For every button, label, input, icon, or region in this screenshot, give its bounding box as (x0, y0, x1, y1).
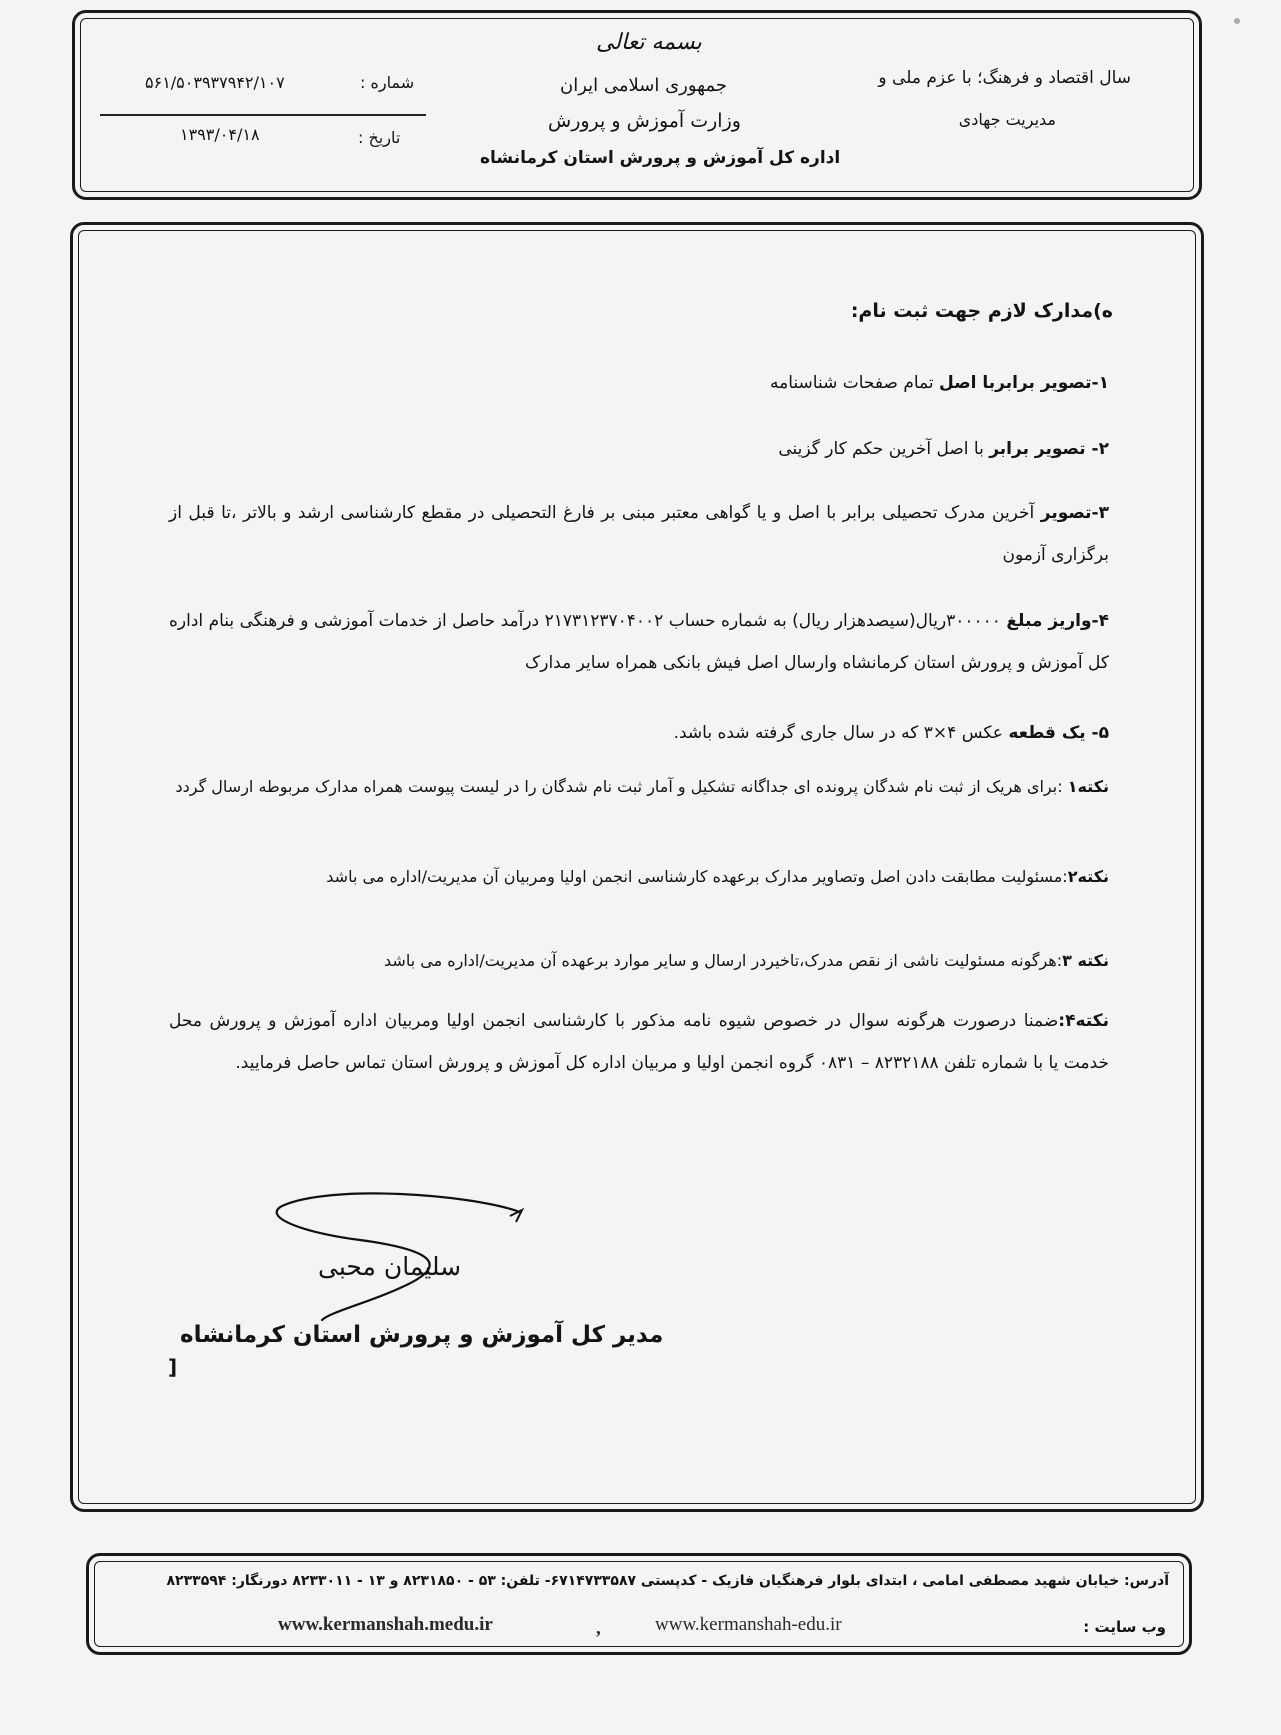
note-lead: نکته۲ (1067, 867, 1109, 886)
note-text: :برای هریک از ثبت نام شدگان پرونده ای جداگانه تشکیل و آمار ثبت نام شدگان را در لیست پیوست همراه مدارک مربوطه ارسال گردد (175, 777, 1068, 796)
item-text: با اصل آخرین حکم کار گزینی (778, 439, 990, 459)
item-lead: ۲- تصویر برابر (989, 439, 1109, 459)
date-value: ۱۳۹۳/۰۴/۱۸ (180, 125, 260, 144)
website-link-1[interactable]: www.kermanshah.medu.ir (278, 1614, 493, 1635)
item-text: تمام صفحات شناسنامه (770, 373, 940, 393)
note-item (169, 1000, 1109, 1084)
website-label: وب سایت : (1083, 1618, 1166, 1636)
list-item (149, 362, 1109, 404)
item-lead: ۴-واریز مبلغ (1006, 611, 1109, 631)
note-text: :هرگونه مسئولیت ناشی از نقص مدرک،تاخیردر ارسال و سایر موارد برعهده آن مدیریت/اداره می باشد (384, 951, 1063, 970)
website-separator: , (596, 1618, 601, 1639)
note-item (169, 770, 1109, 804)
item-lead: ۳-تصویر (1040, 503, 1109, 523)
list-item (169, 492, 1109, 576)
item-lead: ۱-تصویر برابربا اصل (939, 373, 1109, 393)
bracket-mark: ] (168, 1355, 178, 1379)
item-text: ۳۰۰۰۰۰ریال(سیصدهزار ریال) به شماره حساب ۲۱۷۳۱۲۳۷۰۴۰۰۲ درآمد حاصل از خدمات آموزشی و فرهنگی بنام اداره کل آموزش و پرورش استان کرمانشاه وارسال اصل فیش بانکی همراه سایر مدارک (169, 611, 1109, 673)
office-title: اداره کل آموزش و پرورش استان کرمانشاه (480, 148, 841, 168)
signature-title: مدیر کل آموزش و پرورش استان کرمانشاه (180, 1322, 664, 1348)
header-divider (100, 114, 426, 116)
section-heading: ه)مدارک لازم جهت ثبت نام: (850, 300, 1113, 322)
footer-address: آدرس: خیابان شهید مصطفی امامی ، ابتدای بلوار فرهنگیان فازیک - کدپستی ۶۷۱۴۷۳۳۵۸۷- تلفن: ۵۳ - ۸۲۳۱۸۵۰ و ۱۳ - ۸۲۳۳۰۱۱ دورنگار: ۸۲۳۳۵۹۴ (166, 1573, 1169, 1589)
note-item (169, 944, 1109, 978)
website-link-2[interactable]: www.kermanshah-edu.ir (655, 1614, 842, 1635)
item-text: عکس ۴×۳ که در سال جاری گرفته شده باشد. (673, 723, 1009, 743)
list-item (149, 428, 1109, 470)
item-text: آخرین مدرک تحصیلی برابر با اصل و یا گواهی معتبر مبنی بر فارغ التحصیلی در مقطع کارشناسی ارشد و بالاتر ،تا قبل از برگزاری آزمون (169, 503, 1109, 565)
note-text: ضمنا درصورت هرگونه سوال در خصوص شیوه نامه مذکور با کارشناسی انجمن اولیا ومربیان اداره آموزش و پرورش محل خدمت یا با شماره تلفن ۸۲۳۲۱۸۸ – ۰۸۳۱ گروه انجمن اولیا و مربیان اداره کل آموزش و پرورش استان تماس حاصل فرمایید. (169, 1011, 1109, 1073)
number-value: ۵۶۱/۵۰۳۹۳۷۹۴۲/۱۰۷ (145, 73, 285, 92)
signature-name: سلیمان محبی (318, 1252, 462, 1281)
item-lead: ۵- یک قطعه (1008, 723, 1109, 743)
note-item (169, 860, 1109, 894)
year-motto-line1: سال اقتصاد و فرهنگ؛ با عزم ملی و (878, 68, 1131, 88)
note-lead: نکته۱ (1067, 777, 1109, 796)
year-motto-line2: مدیریت جهادی (958, 110, 1056, 129)
footer-frame (86, 1553, 1192, 1655)
date-label: تاریخ : (358, 128, 401, 147)
number-label: شماره : (360, 73, 415, 92)
republic-title: جمهوری اسلامی ایران (560, 75, 727, 96)
list-item (169, 712, 1109, 754)
note-lead: نکته ۳ (1062, 951, 1109, 970)
note-lead: نکته۴: (1058, 1011, 1109, 1031)
list-item (169, 600, 1109, 684)
basmala-calligraphy: بسمه تعالی (596, 30, 702, 55)
ministry-title: وزارت آموزش و پرورش (548, 110, 741, 132)
edge-mark (1234, 18, 1240, 24)
note-text: :مسئولیت مطابقت دادن اصل وتصاویر مدارک برعهده کارشناسی انجمن اولیا ومربیان آن مدیریت/اداره می باشد (326, 867, 1068, 886)
